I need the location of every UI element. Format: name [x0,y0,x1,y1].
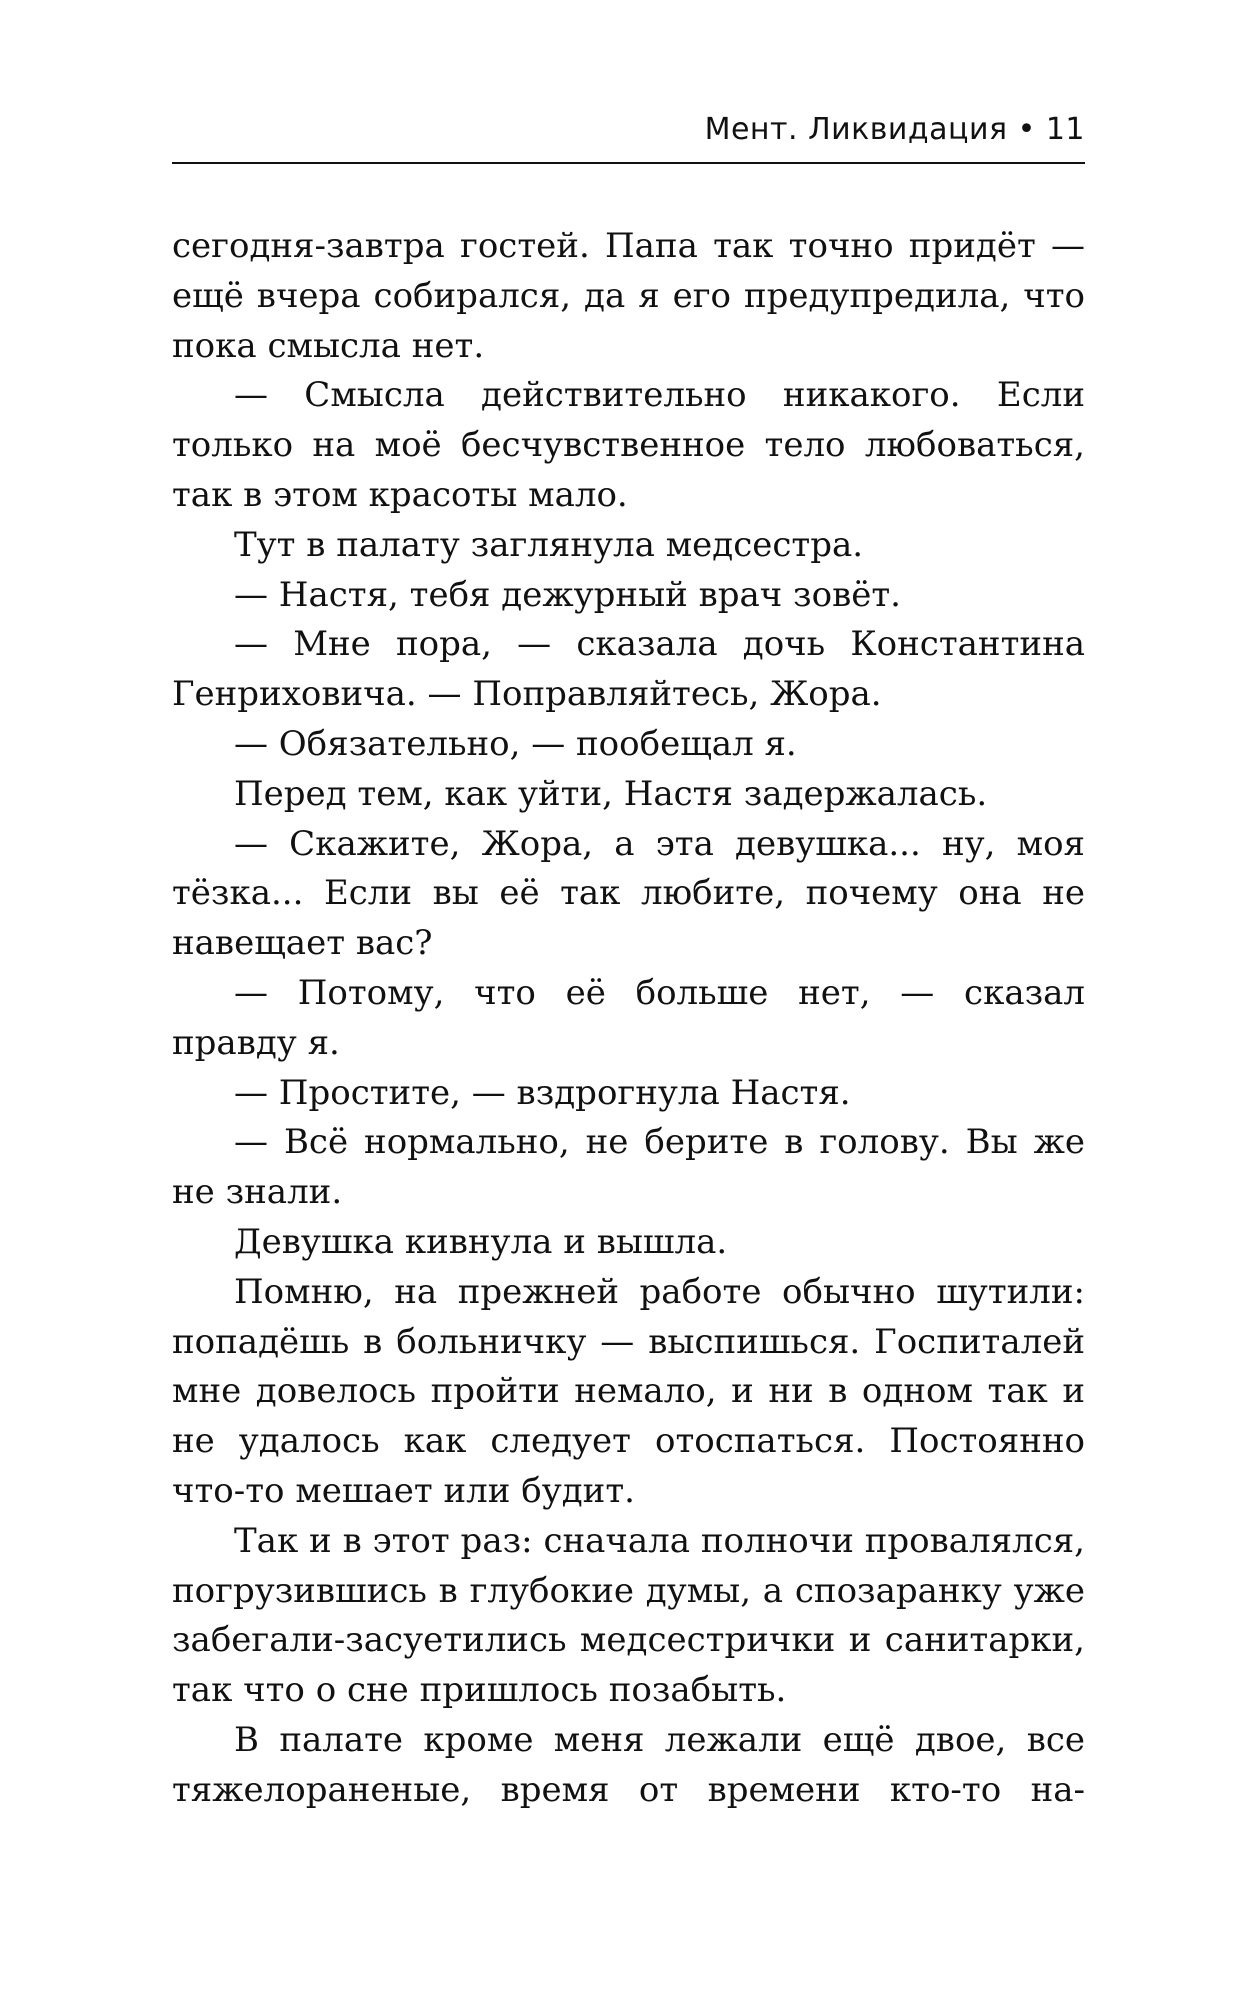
paragraph: — Простите, — вздрогнула Настя. [234,1072,851,1113]
paragraph: — Всё нормально, не берите в голову. Вы же не знали. [172,1122,1085,1213]
paragraph: Так и в этот раз: сначала полночи провалялся, погрузившись в глубокие думы, а спозаранку уже забегали-засуетились медсестрички и санитарки, так что о сне пришлось позабыть. [172,1520,1085,1711]
page-number: 11 [1045,112,1085,147]
paragraph: Помню, на прежней работе обычно шутили: попадёшь в больничку — выспишься. Госпиталей мне довелось пройти немало, и ни в одном так и не удалось как следует отоспаться. Постоянно что-то мешает или будит. [172,1271,1085,1511]
running-title: Мент. Ликвидация [704,112,1008,147]
paragraph: — Скажите, Жора, а эта девушка... ну, моя тёзка... Если вы её так любите, почему она не навещает вас? [172,823,1085,964]
paragraph: — Обязательно, — пообещал я. [234,723,797,764]
running-head [172,108,1085,152]
paragraph: сегодня-завтра гостей. Папа так точно придёт — ещё вчера собирался, да я его предупредила, что пока смысла нет. [172,226,1085,366]
bullet: • [1017,112,1036,147]
paragraph: — Мне пора, — сказала дочь Константина Генриховича. — Поправляйтесь, Жора. [172,624,1085,715]
paragraph: В палате кроме меня лежали ещё двое, все тяжелораненые, время от времени кто-то на- [172,1719,1085,1810]
paragraph: Девушка кивнула и вышла. [234,1221,728,1262]
header-rule [172,162,1085,164]
paragraph: Перед тем, как уйти, Настя задержалась. [234,773,988,814]
paragraph: — Настя, тебя дежурный врач зовёт. [234,574,901,615]
paragraph: Тут в палату заглянула медсестра. [234,524,864,565]
paragraph: — Смысла действительно никакого. Если только на моё бесчувственное тело любоваться, так в этом красоты мало. [172,375,1085,515]
body-text [172,222,1085,1816]
paragraph: — Потому, что её больше нет, — сказал правду я. [172,972,1085,1063]
